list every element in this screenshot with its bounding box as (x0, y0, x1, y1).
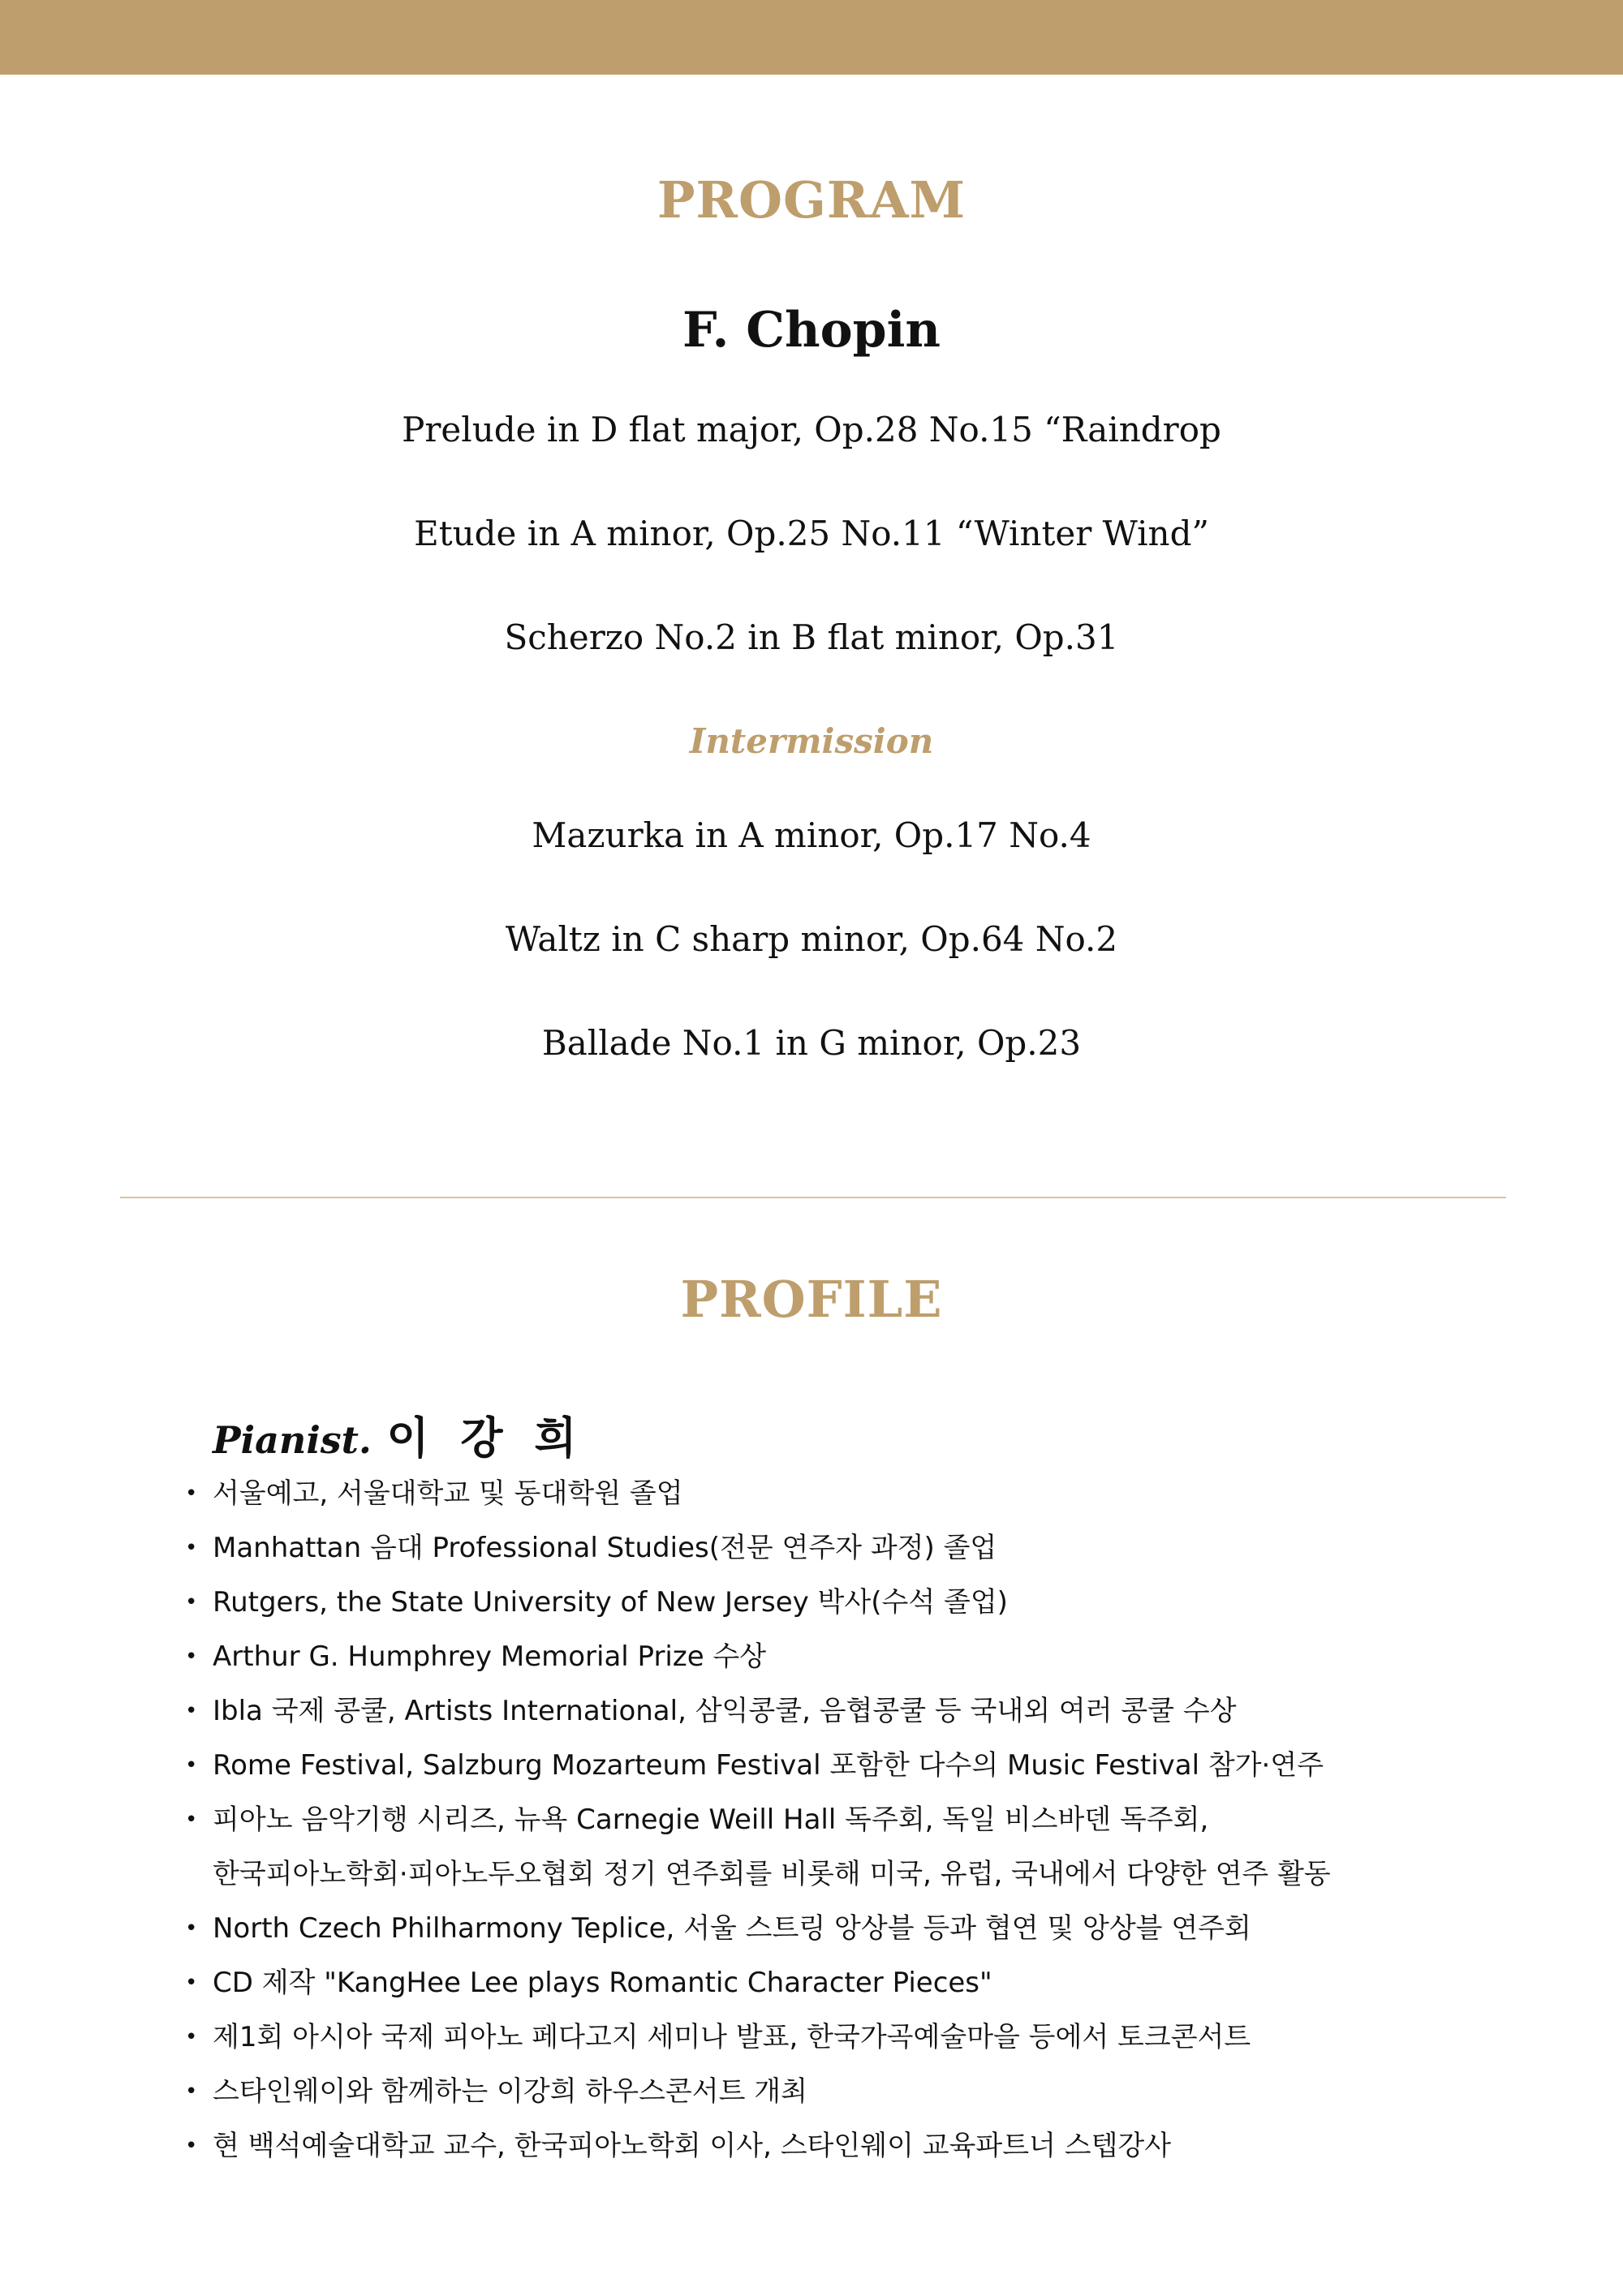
profile-item-text: 피아노 음악기행 시리즈, 뉴욕 Carnegie Weill Hall 독주회, 독일 비스바덴 독주회, (213, 1804, 1209, 1836)
profile-item (179, 1956, 1542, 2010)
pianist-label: Pianist. (213, 1418, 372, 1462)
bullet-icon: • (185, 1808, 198, 1832)
program-piece: Etude in A minor, Op.25 No.11 “Winter Wind” (414, 514, 1209, 553)
program-piece: Ballade No.1 in G minor, Op.23 (541, 1023, 1082, 1063)
program-piece: Prelude in D flat major, Op.28 No.15 “Raindrop (402, 410, 1221, 449)
bullet-icon: • (185, 1645, 198, 1669)
program-piece: Scherzo No.2 in B flat minor, Op.31 (504, 617, 1119, 657)
program-piece-list (0, 406, 1623, 1123)
profile-item (179, 1739, 1542, 1793)
program-piece: Mazurka in A minor, Op.17 No.4 (532, 815, 1091, 855)
bullet-icon: • (185, 2134, 198, 2158)
profile-item (179, 2065, 1542, 2119)
profile-item-text: Arthur G. Humphrey Memorial Prize 수상 (213, 1640, 767, 1673)
bullet-icon: • (185, 1971, 198, 1995)
profile-item (179, 1521, 1542, 1576)
profile-item-text: 스타인웨이와 함께하는 이강희 하우스콘서트 개최 (213, 2075, 807, 2108)
top-accent-band (0, 0, 1623, 75)
profile-item (179, 1576, 1542, 1630)
profile-item-text-continued: 한국피아노학회·피아노두오협회 정기 연주회를 비롯해 미국, 유럽, 국내에서 다양한 연주 활동 (213, 1858, 1331, 1890)
intermission-label: Intermission (689, 721, 934, 761)
profile-item (179, 1793, 1542, 1902)
profile-item-text: Manhattan 음대 Professional Studies(전문 연주자 과정) 졸업 (213, 1532, 997, 1564)
composer-name: F. Chopin (682, 302, 941, 359)
bullet-icon: • (185, 2079, 198, 2104)
program-title: PROGRAM (657, 170, 966, 230)
bullet-icon: • (185, 1916, 198, 1941)
profile-list (179, 1467, 1542, 2173)
profile-item-text: Rutgers, the State University of New Jersey 박사(수석 졸업) (213, 1586, 1008, 1619)
profile-item-text: CD 제작 "KangHee Lee plays Romantic Character Pieces" (213, 1967, 992, 1999)
bullet-icon: • (185, 1590, 198, 1615)
profile-item (179, 1684, 1542, 1739)
bullet-icon: • (185, 2025, 198, 2049)
pianist-name: 이 강 희 (386, 1412, 585, 1464)
bullet-icon: • (185, 1699, 198, 1723)
profile-item (179, 1902, 1542, 1956)
program-piece: Waltz in C sharp minor, Op.64 No.2 (505, 919, 1118, 959)
pianist-heading (213, 1404, 585, 1466)
profile-item-text: 현 백석예술대학교 교수, 한국피아노학회 이사, 스타인웨이 교육파트너 스텝강사 (213, 2130, 1172, 2162)
profile-item-text: Rome Festival, Salzburg Mozarteum Festival 포함한 다수의 Music Festival 참가·연주 (213, 1749, 1324, 1782)
profile-item-text: North Czech Philharmony Teplice, 서울 스트링 앙상블 등과 협연 및 앙상블 연주회 (213, 1912, 1251, 1945)
bullet-icon: • (185, 1481, 198, 1506)
profile-item (179, 2010, 1542, 2065)
profile-item (179, 1630, 1542, 1684)
profile-item-text: 제1회 아시아 국제 피아노 페다고지 세미나 발표, 한국가곡예술마을 등에서 토크콘서트 (213, 2021, 1251, 2053)
profile-item-text: 서울예고, 서울대학교 및 동대학원 졸업 (213, 1477, 683, 1510)
bullet-icon: • (185, 1536, 198, 1560)
section-divider (120, 1197, 1506, 1198)
profile-item (179, 2119, 1542, 2173)
profile-item-text: Ibla 국제 콩쿨, Artists International, 삼익콩쿨, 음협콩쿨 등 국내외 여러 콩쿨 수상 (213, 1695, 1237, 1727)
profile-title: PROFILE (680, 1270, 943, 1329)
bullet-icon: • (185, 1753, 198, 1778)
profile-item (179, 1467, 1542, 1521)
